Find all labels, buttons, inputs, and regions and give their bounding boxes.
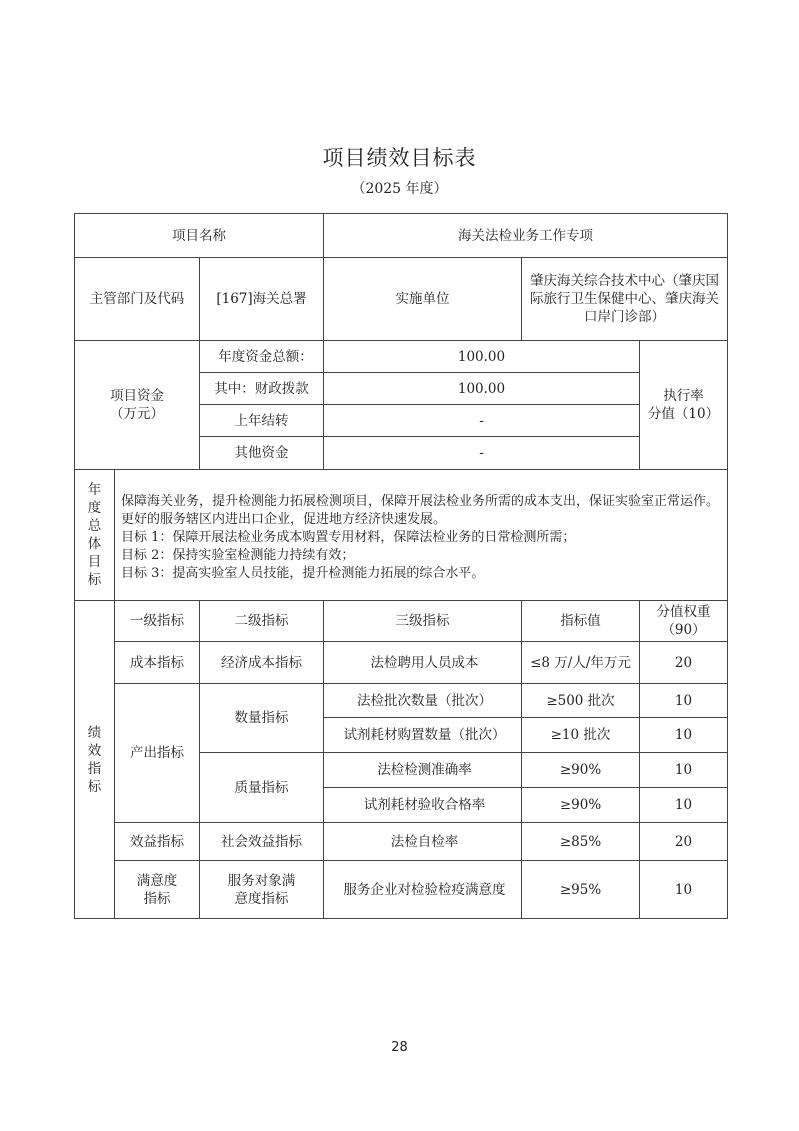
project-name-value: 海关法检业务工作专项 [324, 214, 728, 258]
exec-rate-score: 分值（10） [647, 406, 720, 422]
satisfaction-weight: 10 [640, 861, 728, 919]
satisfaction-value: ≥95% [522, 861, 640, 919]
quantity-level2: 数量指标 [200, 684, 324, 753]
funds-total-value: 100.00 [324, 341, 640, 373]
goal-line-3: 目标 3：提高实验室人员技能，提升检测能力拓展的综合水平。 [121, 566, 485, 581]
funds-carryover-value: - [324, 405, 640, 437]
quality-weight-1: 10 [640, 753, 728, 788]
exec-rate-cell [640, 341, 728, 470]
funds-row-total [75, 341, 728, 373]
satisfaction-level2-text: 服务对象满意度指标 [227, 872, 296, 907]
satisfaction-level1-text: 满意度指标 [136, 872, 178, 907]
indicators-label-text: 绩效指标 [87, 724, 102, 795]
funds-fiscal-value: 100.00 [324, 373, 640, 405]
goals-label-text: 年度总体目标 [87, 482, 102, 588]
page-title: 项目绩效目标表 [322, 146, 477, 170]
output-quantity-row-1 [75, 684, 728, 718]
header-weight [640, 601, 728, 642]
quality-level2: 质量指标 [200, 753, 324, 823]
cost-value-text: ≤8 万/人/年万元 [530, 654, 631, 671]
funds-unit-text: （万元） [110, 406, 164, 422]
benefit-level1: 效益指标 [115, 823, 200, 861]
dept-row [75, 258, 728, 341]
goal-line-2: 目标 2：保持实验室检测能力持续有效； [121, 548, 355, 563]
quality-weight-2: 10 [640, 788, 728, 823]
satisfaction-level2 [200, 861, 324, 919]
output-level1: 产出指标 [115, 684, 200, 823]
dept-label: 主管部门及代码 [75, 258, 200, 341]
benefit-weight: 20 [640, 823, 728, 861]
satisfaction-level1 [115, 861, 200, 919]
performance-table [74, 213, 728, 919]
goals-row [75, 470, 728, 601]
goals-label [75, 470, 115, 601]
header-level2: 二级指标 [200, 601, 324, 642]
goal-line-1: 目标 1：保障开展法检业务成本购置专用材料，保障法检业务的日常检测所需； [121, 530, 576, 545]
goal-line-overall: 保障海关业务，提升检测能力拓展检测项目，保障开展法检业务所需的成本支出，保证实验室正常运作。更好的服务辖区内进出口企业，促进地方经济快速发展。 [121, 494, 720, 527]
funds-fiscal-label: 其中：财政拨款 [200, 373, 324, 405]
funds-label [75, 341, 200, 470]
impl-value: 肇庆海关综合技术中心（肇庆国际旅行卫生保健中心、肇庆海关口岸门诊部） [522, 258, 728, 341]
funds-other-value: - [324, 437, 640, 470]
quantity-level3-2: 试剂耗材购置数量（批次） [324, 718, 522, 753]
quantity-value-1: ≥500 批次 [522, 684, 640, 718]
quality-value-2: ≥90% [522, 788, 640, 823]
benefit-row [75, 823, 728, 861]
cost-value [522, 642, 640, 684]
cost-row [75, 642, 728, 684]
quantity-weight-2: 10 [640, 718, 728, 753]
benefit-level2: 社会效益指标 [200, 823, 324, 861]
exec-rate-label: 执行率 [663, 388, 704, 404]
benefit-level3: 法检自检率 [324, 823, 522, 861]
project-name-row [75, 214, 728, 258]
cost-level1: 成本指标 [115, 642, 200, 684]
indicators-label [75, 601, 115, 919]
quality-level3-1: 法检检测准确率 [324, 753, 522, 788]
funds-other-label: 其他资金 [200, 437, 324, 470]
quantity-value-2: ≥10 批次 [522, 718, 640, 753]
cost-weight: 20 [640, 642, 728, 684]
page-subtitle: （2025 年度） [351, 181, 448, 197]
funds-label-text: 项目资金 [110, 388, 164, 404]
page-number: 28 [391, 1040, 408, 1055]
header-level1: 一级指标 [115, 601, 200, 642]
quantity-level3-1: 法检批次数量（批次） [324, 684, 522, 718]
funds-total-label: 年度资金总额： [200, 341, 324, 373]
header-value: 指标值 [522, 601, 640, 642]
quality-level3-2: 试剂耗材验收合格率 [324, 788, 522, 823]
satisfaction-row [75, 861, 728, 919]
impl-label: 实施单位 [324, 258, 522, 341]
quantity-weight-1: 10 [640, 684, 728, 718]
goals-content [115, 470, 728, 601]
quality-value-1: ≥90% [522, 753, 640, 788]
satisfaction-level3: 服务企业对检验检疫满意度 [324, 861, 522, 919]
funds-carryover-label: 上年结转 [200, 405, 324, 437]
benefit-value: ≥85% [522, 823, 640, 861]
cost-level3: 法检聘用人员成本 [324, 642, 522, 684]
project-name-label: 项目名称 [75, 214, 324, 258]
dept-value: [167]海关总署 [200, 258, 324, 341]
cost-level2: 经济成本指标 [200, 642, 324, 684]
header-level3: 三级指标 [324, 601, 522, 642]
indicator-header-row [75, 601, 728, 642]
header-weight-text: 分值权重（90） [656, 604, 711, 638]
